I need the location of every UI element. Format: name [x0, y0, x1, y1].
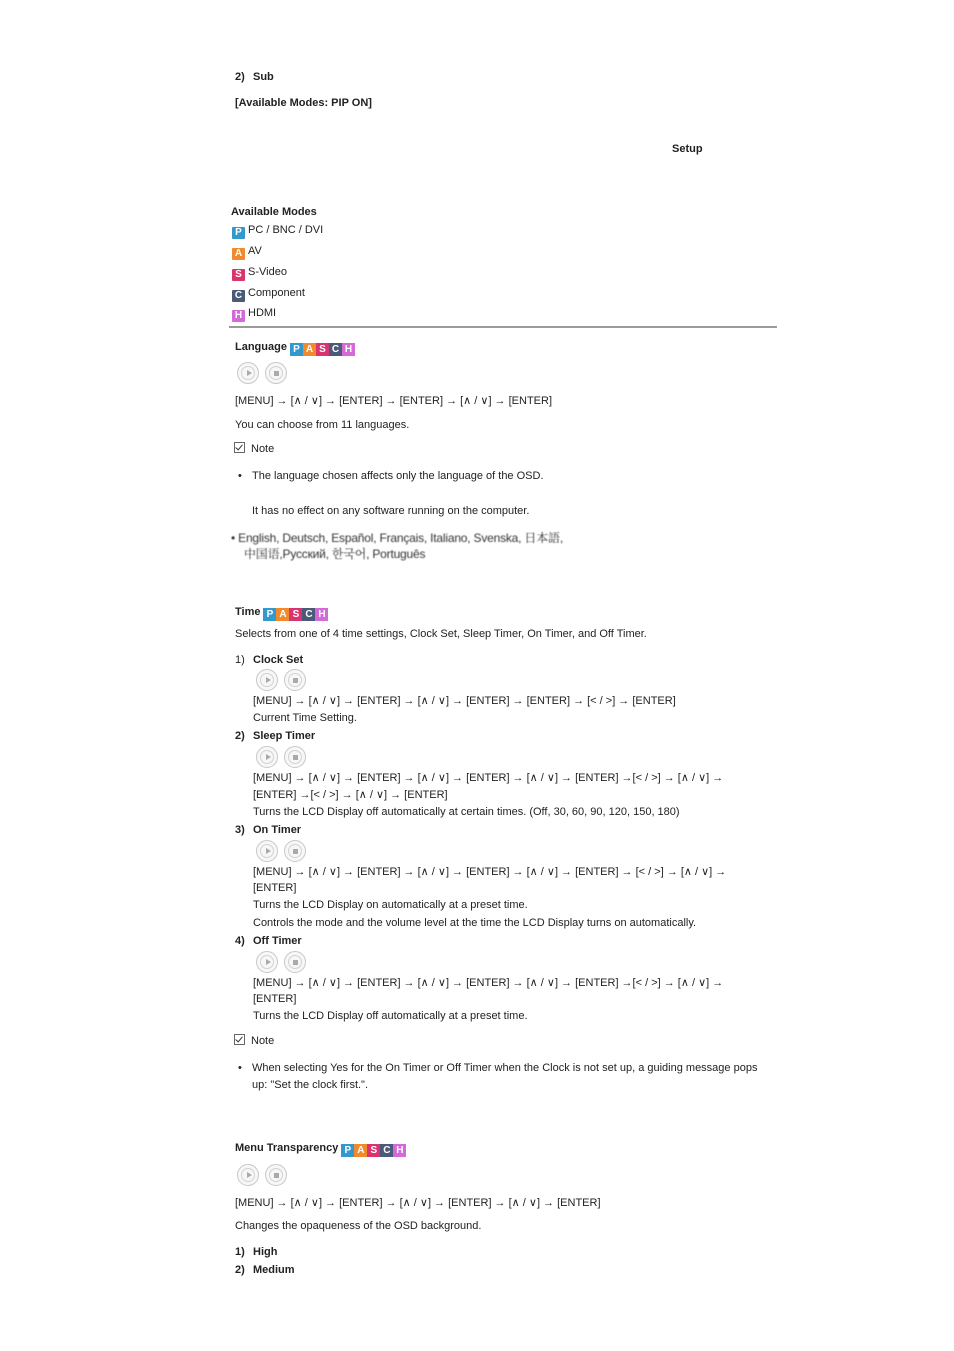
stop-button[interactable] — [284, 669, 306, 691]
mode-item — [232, 266, 287, 281]
time-item-heading — [235, 730, 315, 742]
language-note: Note — [234, 442, 274, 455]
mode-a-icon: A — [232, 248, 245, 260]
time-heading: Time P A S C H — [235, 606, 328, 621]
menu-transparency-desc: Changes the opaqueness of the OSD background. — [235, 1220, 482, 1232]
language-list-line2: 中国语,Русский, 한국어, Português — [244, 547, 426, 561]
time-item-heading — [235, 824, 301, 836]
time-note-bullet: • — [238, 1062, 242, 1074]
menu-transparency-path: [MENU] → [∧ / ∨] → [ENTER] → [∧ / ∨] → [ENTER] → [∧ / ∨] → [ENTER] — [235, 1197, 601, 1209]
mode-item — [232, 224, 323, 239]
mode-p-icon: P — [263, 608, 276, 621]
mode-label: HDMI — [248, 307, 277, 319]
language-bullet: • — [238, 470, 242, 482]
mode-h-icon: H — [342, 343, 355, 356]
stop-icon — [274, 1173, 279, 1178]
play-icon — [266, 677, 271, 683]
play-button[interactable] — [256, 840, 278, 862]
transparency-option-medium: 2) Medium — [235, 1264, 295, 1276]
play-icon — [266, 848, 271, 854]
play-icon — [247, 370, 252, 376]
play-button[interactable] — [237, 362, 259, 384]
mode-c-icon: C — [380, 1144, 393, 1157]
time-item-text: [ENTER] — [253, 882, 297, 894]
time-item-text: Turns the LCD Display off automatically at certain times. (Off, 30, 60, 90, 120, 150, 180) — [253, 806, 680, 818]
mode-p-icon: P — [232, 227, 245, 239]
mode-strip — [263, 608, 328, 621]
play-icon — [266, 754, 271, 760]
stop-icon — [274, 371, 279, 376]
mode-s-icon: S — [316, 343, 329, 356]
time-item-text: Turns the LCD Display on automatically at a preset time. — [253, 899, 528, 911]
language-list-line1: • English, Deutsch, Español, Français, Italiano, Svenska, 日本語, — [231, 531, 563, 545]
language-menu-path: [MENU] → [∧ / ∨] → [ENTER] → [ENTER] → [∧ / ∨] → [ENTER] — [235, 395, 553, 407]
mode-p-icon: P — [290, 343, 303, 356]
mode-c-icon: C — [302, 608, 315, 621]
time-item-number: 4) — [235, 935, 245, 947]
stop-button[interactable] — [284, 951, 306, 973]
mode-label: AV — [248, 245, 262, 257]
mode-strip — [290, 343, 355, 356]
time-item-text: Controls the mode and the volume level at the time the LCD Display turns on automatically. — [253, 917, 697, 929]
section-divider — [229, 326, 777, 328]
time-item-text: [MENU] → [∧ / ∨] → [ENTER] → [∧ / ∨] → [ENTER] → [∧ / ∨] → [ENTER] →[< / >] → [∧ / ∨] → — [253, 977, 724, 989]
time-item-text: [ENTER] — [253, 993, 297, 1005]
play-button[interactable] — [256, 669, 278, 691]
time-note-line1: When selecting Yes for the On Timer or Off Timer when the Clock is not set up, a guiding message pops — [252, 1062, 758, 1074]
mode-item — [232, 307, 276, 322]
time-item-text: [MENU] → [∧ / ∨] → [ENTER] → [∧ / ∨] → [ENTER] → [∧ / ∨] → [ENTER] →[< / >] → [∧ / ∨] → — [253, 772, 724, 784]
stop-icon — [293, 678, 298, 683]
time-item-label: Clock Set — [253, 654, 304, 666]
time-desc: Selects from one of 4 time settings, Clock Set, Sleep Timer, On Timer, and Off Timer. — [235, 628, 647, 640]
time-item-buttons — [256, 840, 306, 862]
menu-transparency-buttons — [237, 1164, 287, 1186]
play-button[interactable] — [256, 951, 278, 973]
mode-h-icon: H — [315, 608, 328, 621]
mode-c-icon: C — [329, 343, 342, 356]
stop-icon — [293, 960, 298, 965]
time-item-number: 1) — [235, 654, 245, 666]
mode-h-icon: H — [393, 1144, 406, 1157]
sub-heading: 2) Sub — [235, 71, 274, 83]
menu-transparency-heading: Menu Transparency P A S C H — [235, 1142, 406, 1157]
mode-c-icon: C — [232, 290, 245, 302]
time-item-buttons — [256, 746, 306, 768]
mode-s-icon: S — [232, 269, 245, 281]
language-bullet-2: It has no effect on any software running on the computer. — [252, 505, 530, 517]
stop-button[interactable] — [284, 840, 306, 862]
mode-item — [232, 287, 305, 302]
stop-button[interactable] — [284, 746, 306, 768]
time-item-buttons — [256, 951, 306, 973]
available-modes-title: Available Modes — [231, 206, 317, 218]
mode-s-icon: S — [289, 608, 302, 621]
stop-icon — [293, 849, 298, 854]
play-button[interactable] — [256, 746, 278, 768]
language-desc: You can choose from 11 languages. — [235, 419, 410, 431]
note-check-icon — [234, 1034, 245, 1045]
time-item-label: On Timer — [253, 824, 302, 836]
time-item-text: [ENTER] →[< / >] → [∧ / ∨] → [ENTER] — [253, 789, 448, 801]
time-note-line2: up: "Set the clock first.". — [252, 1079, 369, 1091]
time-item-heading — [235, 654, 303, 666]
language-bullet-1: The language chosen affects only the language of the OSD. — [252, 470, 544, 482]
time-item-label: Sleep Timer — [253, 730, 316, 742]
time-item-number: 2) — [235, 730, 245, 742]
note-check-icon — [234, 442, 245, 453]
time-item-buttons — [256, 669, 306, 691]
stop-button[interactable] — [265, 1164, 287, 1186]
mode-item — [232, 245, 262, 260]
time-item-text: Turns the LCD Display off automatically at a preset time. — [253, 1010, 528, 1022]
play-icon — [247, 1172, 252, 1178]
time-note: Note — [234, 1034, 274, 1047]
stop-button[interactable] — [265, 362, 287, 384]
mode-a-icon: A — [276, 608, 289, 621]
mode-label: PC / BNC / DVI — [248, 224, 324, 236]
time-item-label: Off Timer — [253, 935, 302, 947]
time-item-number: 3) — [235, 824, 245, 836]
mode-label: Component — [248, 287, 305, 299]
time-item-text: [MENU] → [∧ / ∨] → [ENTER] → [∧ / ∨] → [ENTER] → [∧ / ∨] → [ENTER] → [< / >] → [∧ / ∨] → — [253, 866, 727, 878]
play-icon — [266, 959, 271, 965]
available-modes-pip: [Available Modes: PIP ON] — [235, 97, 372, 109]
setup-link[interactable]: Setup — [672, 143, 703, 155]
play-button[interactable] — [237, 1164, 259, 1186]
mode-strip — [341, 1144, 406, 1157]
time-item-text: Current Time Setting. — [253, 712, 357, 724]
transparency-option-high: 1) High — [235, 1246, 278, 1258]
time-item-heading — [235, 935, 302, 947]
mode-label: S-Video — [248, 266, 287, 278]
mode-s-icon: S — [367, 1144, 380, 1157]
stop-icon — [293, 755, 298, 760]
mode-a-icon: A — [303, 343, 316, 356]
mode-p-icon: P — [341, 1144, 354, 1157]
time-item-text: [MENU] → [∧ / ∨] → [ENTER] → [∧ / ∨] → [ENTER] → [ENTER] → [< / >] → [ENTER] — [253, 695, 676, 707]
language-heading: Language P A S C H — [235, 341, 355, 356]
mode-h-icon: H — [232, 310, 245, 322]
mode-a-icon: A — [354, 1144, 367, 1157]
language-buttons — [237, 362, 287, 384]
